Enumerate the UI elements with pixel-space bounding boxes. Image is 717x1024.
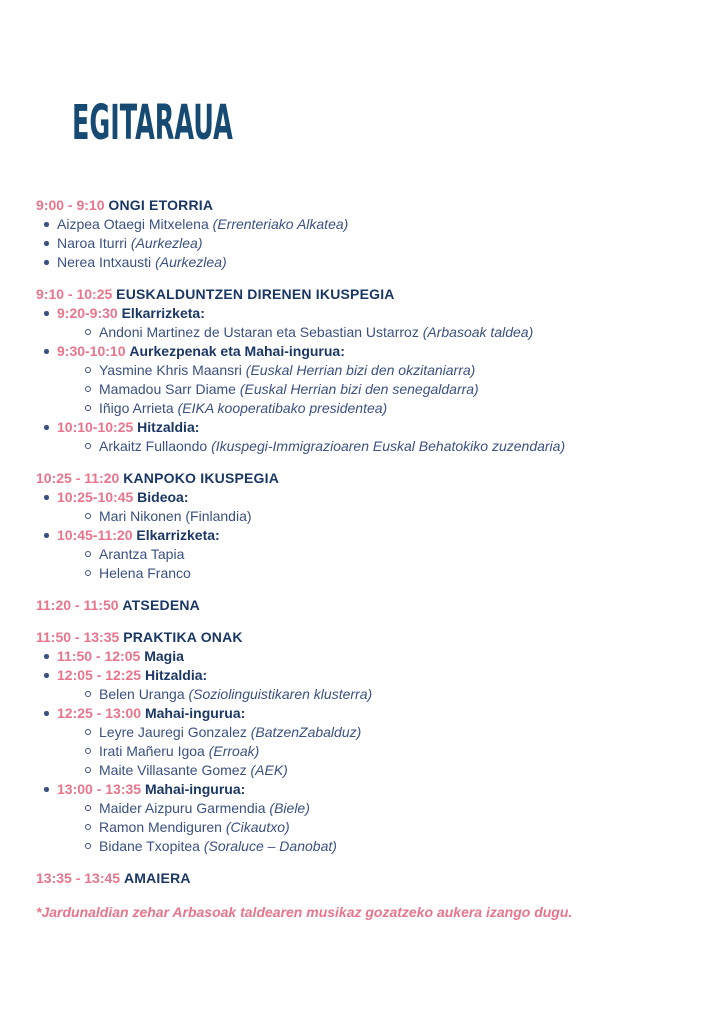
agenda-subitem xyxy=(57,799,681,818)
person-name: Yasmine Khris Maansri xyxy=(99,362,242,378)
section-time: 13:35 - 13:45 xyxy=(36,870,121,886)
agenda-item xyxy=(36,526,681,583)
item-label: Mahai-ingurua: xyxy=(144,705,246,721)
person-detail: (Biele) xyxy=(269,800,310,816)
item-label: Elkarrizketa: xyxy=(136,527,220,543)
schedule-section xyxy=(36,596,681,615)
item-label: Elkarrizketa: xyxy=(121,305,205,321)
agenda-item xyxy=(36,647,681,666)
item-time: 12:05 - 12:25 xyxy=(57,667,142,683)
person-detail: (Euskal Herrian bizi den okzitaniarra) xyxy=(245,362,476,378)
person-name: Leyre Jauregi Gonzalez xyxy=(99,724,247,740)
person-name: Nerea Intxausti xyxy=(57,254,152,270)
footnote: *Jardunaldian zehar Arbasoak taldearen musikaz gozatzeko aukera izango dugu. xyxy=(36,904,573,920)
person-detail: (Aurkezlea) xyxy=(155,254,227,270)
person-name: Aizpea Otaegi Mitxelena xyxy=(57,216,209,232)
page-title: EGITARAUA xyxy=(72,95,233,151)
person-name: Maider Aizpuru Garmendia xyxy=(99,800,266,816)
schedule-section xyxy=(36,869,681,888)
item-time: 9:30-10:10 xyxy=(57,343,126,359)
person-name: Bidane Txopitea xyxy=(99,838,200,854)
item-label: Mahai-ingurua: xyxy=(144,781,246,797)
agenda-subitem xyxy=(57,507,681,526)
item-label: Bideoa: xyxy=(137,489,189,505)
section-time: 11:20 - 11:50 xyxy=(36,597,119,613)
agenda-item xyxy=(36,780,681,856)
agenda-item xyxy=(36,234,681,253)
person-name: Mari Nikonen xyxy=(99,508,182,524)
person-name: Helena Franco xyxy=(99,565,191,581)
person-detail: (Arbasoak taldea) xyxy=(422,324,534,340)
schedule-section xyxy=(36,285,681,456)
agenda-item xyxy=(36,253,681,272)
person-detail: (Euskal Herrian bizi den senegaldarra) xyxy=(239,381,479,397)
person-detail: (EIKA kooperatibako presidentea) xyxy=(177,400,388,416)
person-name: Irati Mañeru Igoa xyxy=(99,743,205,759)
section-header xyxy=(36,596,681,615)
agenda-list xyxy=(36,647,681,856)
sub-list xyxy=(57,361,681,418)
person-detail: (Erroak) xyxy=(208,743,260,759)
agenda-item xyxy=(36,342,681,418)
item-label: Magia xyxy=(144,648,184,664)
person-detail: (AEK) xyxy=(250,762,288,778)
item-time: 10:45-11:20 xyxy=(57,527,133,543)
sub-list xyxy=(57,685,681,704)
agenda-subitem xyxy=(57,545,681,564)
person-name: Andoni Martinez de Ustaran eta Sebastian Ustarroz xyxy=(99,324,419,340)
item-time: 12:25 - 13:00 xyxy=(57,705,142,721)
person-name: Naroa Iturri xyxy=(57,235,128,251)
person-name: Ramon Mendiguren xyxy=(99,819,222,835)
item-time: 11:50 - 12:05 xyxy=(57,648,141,664)
schedule-section xyxy=(36,469,681,583)
agenda-list xyxy=(36,488,681,583)
item-time: 9:20-9:30 xyxy=(57,305,118,321)
section-title: ATSEDENA xyxy=(122,597,200,613)
item-time: 10:10-10:25 xyxy=(57,419,134,435)
agenda-item xyxy=(36,418,681,456)
sub-list xyxy=(57,507,681,526)
agenda-item xyxy=(36,488,681,526)
sub-list xyxy=(57,799,681,856)
section-header xyxy=(36,196,681,215)
person-detail: (Aurkezlea) xyxy=(130,235,203,251)
schedule-section xyxy=(36,196,681,272)
section-header xyxy=(36,469,681,488)
person-detail: (Soraluce – Danobat) xyxy=(203,838,337,854)
person-detail: (Errenteriako Alkatea) xyxy=(212,216,349,232)
person-detail: (Soziolinguistikaren klusterra) xyxy=(188,686,373,702)
person-name: Mamadou Sarr Diame xyxy=(99,381,236,397)
person-name: Maite Villasante Gomez xyxy=(99,762,247,778)
agenda-subitem xyxy=(57,361,681,380)
section-time: 11:50 - 13:35 xyxy=(36,629,120,645)
section-time: 9:00 - 9:10 xyxy=(36,197,105,213)
agenda-subitem xyxy=(57,837,681,856)
agenda-list xyxy=(36,304,681,456)
sub-list xyxy=(57,437,681,456)
schedule-section xyxy=(36,628,681,856)
person-detail: (Ikuspegi-Immigrazioaren Euskal Behatokiko zuzendaria) xyxy=(211,438,566,454)
item-time: 10:25-10:45 xyxy=(57,489,134,505)
agenda-subitem xyxy=(57,380,681,399)
agenda-item xyxy=(36,304,681,342)
item-label: Hitzaldia: xyxy=(137,419,200,435)
agenda-subitem xyxy=(57,723,681,742)
person-name: Iñigo Arrieta xyxy=(99,400,174,416)
agenda-subitem xyxy=(57,399,681,418)
agenda-item xyxy=(36,666,681,704)
sub-list xyxy=(57,323,681,342)
agenda-item xyxy=(36,704,681,780)
agenda-subitem xyxy=(57,437,681,456)
person-detail: (BatzenZabalduz) xyxy=(250,724,362,740)
section-time: 10:25 - 11:20 xyxy=(36,470,120,486)
sub-list xyxy=(57,723,681,780)
item-time: 13:00 - 13:35 xyxy=(57,781,142,797)
agenda-subitem xyxy=(57,685,681,704)
sub-list xyxy=(57,545,681,583)
agenda-subitem xyxy=(57,564,681,583)
agenda-list xyxy=(36,215,681,272)
item-label: Aurkezpenak eta Mahai-ingurua: xyxy=(129,343,345,359)
section-title: KANPOKO IKUSPEGIA xyxy=(123,470,280,486)
item-label: Hitzaldia: xyxy=(144,667,208,683)
section-header xyxy=(36,285,681,304)
person-detail: (Finlandia) xyxy=(185,508,252,524)
section-title: AMAIERA xyxy=(123,870,191,886)
agenda-subitem xyxy=(57,742,681,761)
person-name: Arkaitz Fullaondo xyxy=(99,438,208,454)
section-title: ONGI ETORRIA xyxy=(108,197,214,213)
section-header xyxy=(36,869,681,888)
section-title: EUSKALDUNTZEN DIRENEN IKUSPEGIA xyxy=(116,286,395,302)
section-title: PRAKTIKA ONAK xyxy=(123,629,243,645)
agenda-subitem xyxy=(57,818,681,837)
section-time: 9:10 - 10:25 xyxy=(36,286,113,302)
person-detail: (Cikautxo) xyxy=(225,819,290,835)
agenda-subitem xyxy=(57,761,681,780)
person-name: Belen Uranga xyxy=(99,686,185,702)
schedule xyxy=(36,196,681,888)
person-name: Arantza Tapia xyxy=(99,546,185,562)
agenda-subitem xyxy=(57,323,681,342)
section-header xyxy=(36,628,681,647)
agenda-item xyxy=(36,215,681,234)
